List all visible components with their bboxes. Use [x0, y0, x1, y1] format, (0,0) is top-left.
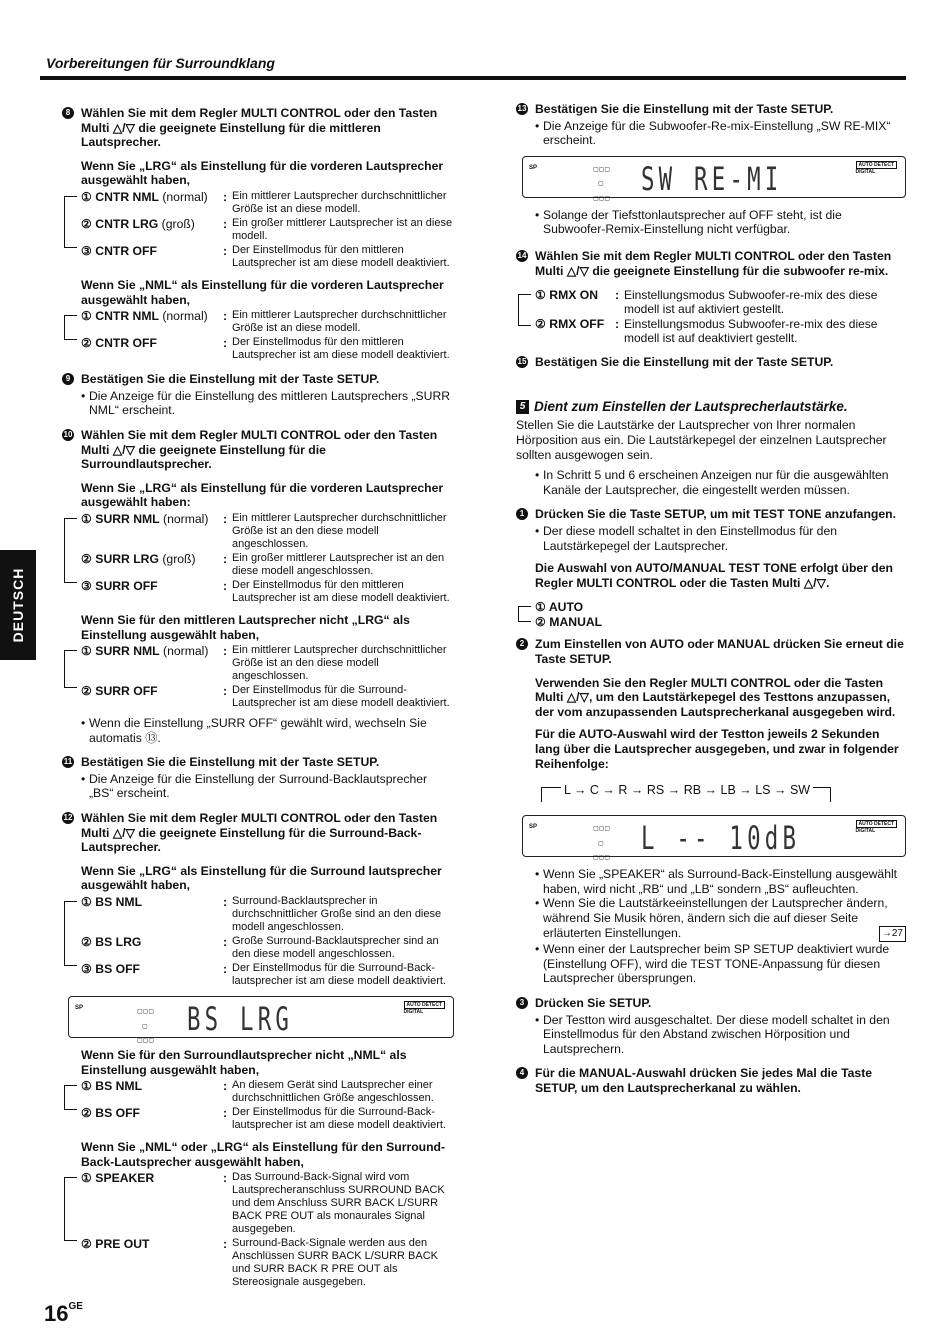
option-item: ① SURR NML (normal) : Ein mittlerer Lautsprecher durchschnittlicher Größe ist an den diese modell angeschlossen. — [81, 644, 447, 683]
lcd-text: BS LRG — [187, 1000, 294, 1039]
step-4: 4 Für die MANUAL-Auswahl drücken Sie jedes Mal die Taste SETUP, um den Lautsprecherkanal zu wählen. — [516, 1066, 906, 1095]
condition-label: Wenn Sie „LRG“ als Einstellung für die vorderen Lautsprecher ausgewählt haben: — [81, 480, 444, 510]
option-item: ① SPEAKER : Das Surround-Back-Signal wird vom Lautsprecheranschluss SURROUND BACK und dem Anschluss SURR BACK L/SURR BACK PRE OUT als monaurales Signal ausgegeben. — [81, 1171, 445, 1236]
condition-label: Wenn Sie für den Surroundlautsprecher nicht „NML“ als Einstellung ausgewählt haben, — [81, 1048, 407, 1077]
options-list — [62, 1171, 454, 1289]
options-list — [62, 512, 454, 605]
step-15: 15 Bestätigen Sie die Einstellung mit der Taste SETUP. — [517, 355, 834, 370]
speaker-channel-icon: ▢▢▢ ▢ ▢▢▢ — [137, 1009, 155, 1045]
option-item: ② CNTR OFF : Der Einstellmodus für den mittleren Lautsprecher ist am diese modell deaktiviert. — [81, 336, 450, 362]
option-item: ② CNTR LRG (groß) : Ein großer mittlerer Lautsprecher ist an diese modell. — [81, 216, 453, 242]
page-number: $16^{GE}$ — [44, 1301, 83, 1326]
option-item: ② BS LRG : Große Surround-Backlautsprecher sind an den diese modell angeschlossen. — [81, 935, 439, 961]
bullet-note: • Die Anzeige für die Subwoofer-Re-mix-Einstellung „SW RE-MIX“ erscheint. — [516, 119, 906, 148]
lcd-display-sw-remix — [522, 156, 906, 202]
sp-indicator: SP — [529, 164, 538, 171]
page-header-title: Vorbereitungen für Surroundklang — [46, 55, 275, 71]
bullet-note: • Die Anzeige für die Einstellung der Surround-Backlautsprecher „BS“ erscheint. — [62, 772, 454, 801]
bullet-note: • Wenn Sie die Lautstärkeeinstellungen der Lautsprecher ändern, während Sie Musik hören, ändern sich die auf dieser Seite erläuterten Einstellungen. →27 — [516, 896, 906, 940]
bullet-note: • In Schritt 5 und 6 erscheinen Anzeigen nur für die ausgewählten Kanäle der Lautsprecher, die eingestellt werden müssen. — [516, 468, 906, 497]
language-tab-label: DEUTSCH — [10, 567, 26, 643]
header-rule — [40, 76, 906, 80]
option-item: ③ BS OFF : Der Einstellmodus für die Surround-Back-lautsprecher ist am diese modell deaktiviert. — [81, 962, 446, 988]
condition-label: Wenn Sie „LRG“ als Einstellung für die vorderen Lautsprecher ausgewählt haben, — [81, 158, 444, 188]
lcd-display-bs-lrg — [68, 996, 454, 1045]
speaker-channel-icon: ▢▢▢ ▢ ▢▢▢ — [593, 826, 611, 862]
option-item: ① CNTR NML (normal) : Ein mittlerer Lautsprecher durchschnittlicher Größe ist an diese modell. — [81, 189, 447, 215]
step-14: 14 Wählen Sie mit dem Regler MULTI CONTROL oder den Tasten Multi △/▽ die geeignete Einstellung für die subwoofer re-mix. — [517, 248, 892, 278]
option-item: ① SURR NML (normal) : Ein mittlerer Lautsprecher durchschnittlicher Größe ist an den diese modell angeschlossen. — [81, 511, 447, 550]
options-list — [62, 309, 454, 362]
option-manual: ② MANUAL — [535, 614, 603, 629]
options-list — [62, 895, 454, 988]
condition-label: Die Auswahl von AUTO/MANUAL TEST TONE erfolgt über den Regler MULTI CONTROL oder die Tasten Multi △/▽. — [535, 561, 893, 590]
step-8: 8 Wählen Sie mit dem Regler MULTI CONTROL oder den Tasten Multi △/▽ die geeignete Einstellung für die mittleren Lautsprecher. — [62, 106, 454, 150]
option-item: ② SURR OFF : Der Einstellmodus für die Surround-Lautsprecher ist am diese modell deaktiviert. — [81, 684, 450, 710]
option-item: ① CNTR NML (normal) : Ein mittlerer Lautsprecher durchschnittlicher Größe ist an diese modell. — [81, 309, 447, 335]
speaker-channel-icon: ▢▢▢ ▢ ▢▢▢ — [593, 166, 611, 202]
step-1: 1 Drücken Sie die Taste SETUP, um mit TEST TONE anzufangen. — [516, 507, 906, 522]
options-list — [62, 190, 454, 270]
lcd-text: SW RE-MI — [641, 159, 783, 198]
section-intro: Stellen Sie die Lautstärke der Lautsprecher von Ihrer normalen Hörposition aus ein. Die Lautstärkepegel der einzelnen Lautsprecher sollten ausgewogen sein. — [516, 418, 887, 462]
options-list — [62, 1079, 454, 1132]
condition-label: Wenn Sie „LRG“ als Einstellung für die Surround lautsprecher ausgewählt haben, — [81, 863, 442, 893]
step-3: 3 Drücken Sie SETUP. — [516, 996, 906, 1011]
step-2: 2 Zum Einstellen von AUTO oder MANUAL drücken Sie erneut die Taste SETUP. — [516, 637, 906, 666]
option-item: ③ CNTR OFF : Der Einstellmodus für den mittleren Lautsprecher ist am diese modell deaktiviert. — [81, 243, 450, 269]
options-list — [516, 600, 906, 629]
bullet-note: • Der Testton wird ausgeschaltet. Der diese modell schaltet in den Einstellmodus für den Abstand zwischen Hörposition und Lautsprechern. — [516, 1013, 906, 1057]
option-item: ② PRE OUT : Surround-Back-Signale werden aus den Anschlüssen SURR BACK L/SURR BACK und SURR BACK R PRE OUT als Stereosignale ausgegeben. — [81, 1237, 439, 1289]
step-9: 9 Bestätigen Sie die Einstellung mit der Taste SETUP. — [62, 372, 454, 387]
lcd-text: L -- 10dB — [641, 819, 801, 858]
step-12: 12 Wählen Sie mit dem Regler MULTI CONTROL oder den Tasten Multi △/▽ die geeignete Einstellung für die Surround-Back-Lautsprecher. — [63, 811, 438, 855]
options-list — [516, 288, 906, 345]
option-item: ① RMX ON : Einstellungsmodus Subwoofer-re-mix des diese modell ist auf aktiviert gestellt. — [535, 288, 878, 317]
auto-detect-indicator: AUTO DETECT DIGITAL — [856, 161, 897, 175]
auto-detect-indicator: AUTO DETECT DIGITAL — [404, 1001, 445, 1015]
section-5-title: 5 Dient zum Einstellen der Lautsprecherlautstärke. — [516, 400, 906, 415]
condition-label: Wenn Sie „NML“ oder „LRG“ als Einstellung für den Surround-Back-Lautsprecher ausgewählt haben, — [81, 1140, 446, 1169]
left-column — [62, 106, 454, 1295]
condition-label: Verwenden Sie den Regler MULTI CONTROL oder die Tasten Multi △/▽, um den Lautstärkepegel des Testtons anzupassen, der vom anzupassenden Lautsprecherkanal ausgegeben wird. — [535, 675, 896, 719]
bullet-note: • Wenn einer der Lautsprecher beim SP SETUP deaktiviert wurde (Einstellung OFF), wird die TEST TONE-Anpassung für diesen Lautsprecher übersprungen. — [516, 942, 906, 986]
step-13: 13 Bestätigen Sie die Einstellung mit der Taste SETUP. — [517, 102, 834, 116]
sp-indicator: SP — [529, 824, 538, 831]
auto-detect-indicator: AUTO DETECT DIGITAL — [856, 820, 897, 834]
option-item: ① BS NML : An diesem Gerät sind Lautsprecher einer durchschnittlichen Größe angeschlossen. — [81, 1079, 434, 1105]
options-list — [62, 644, 454, 710]
page-reference[interactable]: →27 — [879, 926, 906, 943]
bullet-note: • Die Anzeige für die Einstellung des mittleren Lautsprechers „SURR NML“ erscheint. — [62, 389, 454, 418]
option-item: ① BS NML : Surround-Backlautsprecher in durchschnittlicher Große sind an den diese modell angeschlossen. — [81, 895, 442, 934]
right-column — [516, 102, 906, 1105]
bullet-note: • Der diese modell schaltet in den Einstellmodus für den Lautstärkepegel der Lautsprecher. — [516, 524, 906, 553]
sp-indicator: SP — [75, 1005, 84, 1012]
option-item: ② SURR LRG (groß) : Ein großer mittlerer Lautsprecher ist an den diese modell angeschlossen. — [81, 551, 445, 577]
bullet-note: • Wenn Sie „SPEAKER“ als Surround-Back-Einstellung ausgewählt haben, wird nicht „RB“ und „LB“ sondern „BS“ aufleuchten. — [516, 867, 906, 896]
condition-label: Wenn Sie für den mittleren Lautsprecher nicht „LRG“ als Einstellung ausgewählt haben, — [81, 612, 410, 642]
option-item: ③ SURR OFF : Der Einstellmodus für den mittleren Lautsprecher ist am diese modell deaktiviert. — [81, 578, 450, 604]
lcd-display-test-tone — [522, 815, 906, 862]
bullet-note: • Solange der Tiefsttonlautsprecher auf OFF steht, ist die Subwoofer-Remix-Einstellung nicht verfügbar. — [516, 208, 906, 237]
option-item: ② RMX OFF : Einstellungsmodus Subwoofer-re-mix des diese modell ist auf deaktiviert gestellt. — [535, 317, 878, 346]
option-item: ② BS OFF : Der Einstellmodus für die Surround-Back-lautsprecher ist am diese modell deaktiviert. — [81, 1106, 446, 1132]
condition-label: Für die AUTO-Auswahl wird der Testton jeweils 2 Sekunden lang über die Lautsprecher ausgegeben, und zwar in folgender Reihenfolge: — [535, 727, 899, 771]
condition-label: Wenn Sie „NML“ als Einstellung für die vorderen Lautsprecher ausgewählt haben, — [81, 277, 444, 307]
test-tone-sequence: L → C → R → RS → RB → LB → LS → SW — [541, 783, 906, 805]
step-11: 11 Bestätigen Sie die Einstellung mit der Taste SETUP. — [63, 755, 380, 770]
option-auto: ① AUTO — [535, 600, 584, 615]
step-10: 10 Wählen Sie mit dem Regler MULTI CONTROL oder den Tasten Multi △/▽ die geeignete Einstellung für die Surroundlautsprecher. — [63, 427, 438, 472]
bullet-note: • Wenn die Einstellung „SURR OFF“ gewählt wird, wechseln Sie automatis ⑬. — [62, 716, 454, 745]
